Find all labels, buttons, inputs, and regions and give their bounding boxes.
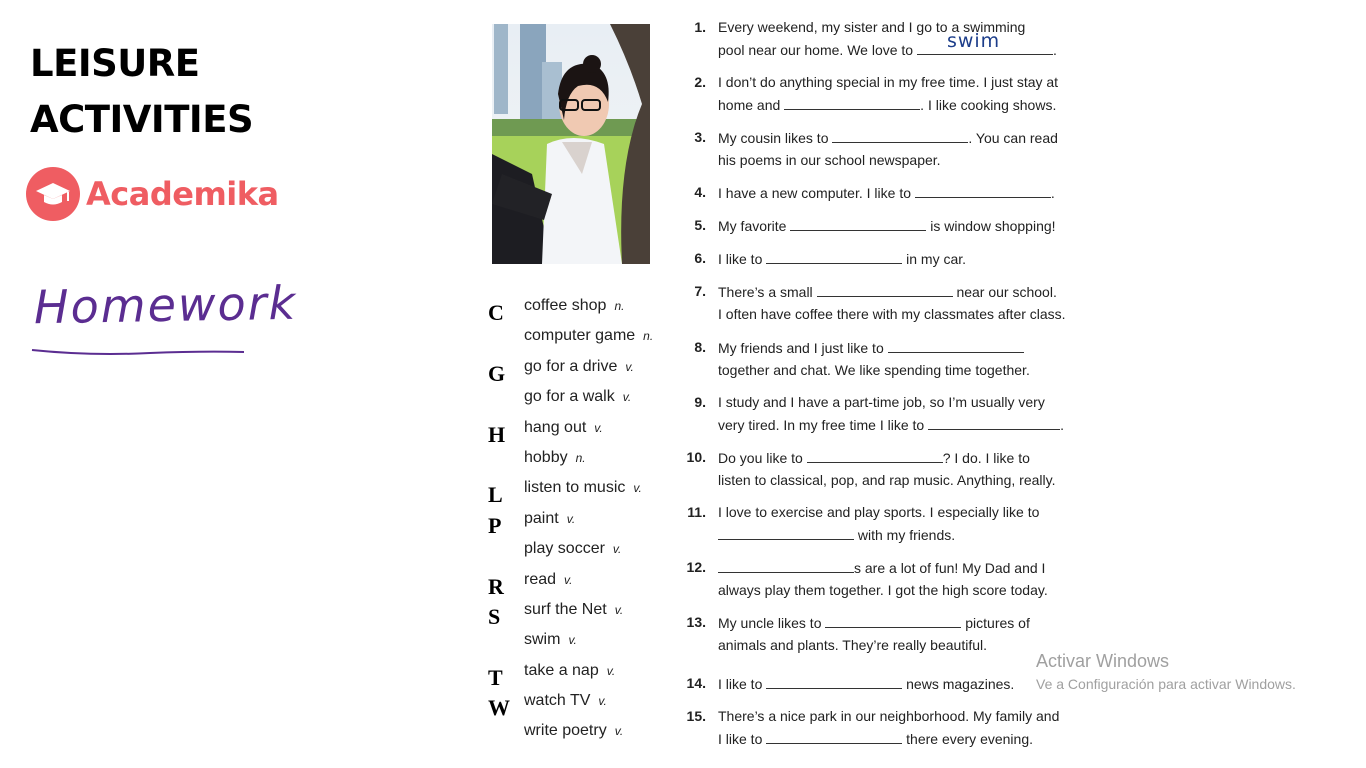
exercise-number: 3. [694,129,706,145]
part-of-speech: v. [606,663,616,678]
exercise-text: My cousin likes to [718,130,833,146]
word-bank-letter: W [488,695,510,721]
part-of-speech: n. [575,450,586,465]
word-bank-word: computer game [524,327,636,345]
word-bank-letter: L [488,482,503,508]
part-of-speech: v. [633,481,642,496]
answer-blank[interactable] [766,247,902,264]
part-of-speech: v. [594,420,603,435]
word-bank-item [485,479,675,509]
exercise-number: 15. [686,708,706,724]
exercise-number: 12. [686,559,706,575]
exercise-number: 4. [694,184,706,200]
exercise-text: I have a new computer. I like to [718,185,915,201]
title-line-1: LEISURE [30,42,200,85]
exercise-text: . [1060,417,1064,433]
exercise-text: I like to [718,731,767,747]
exercise-text: his poems in our school newspaper. [718,152,941,168]
word-bank-item [485,571,675,601]
answer-blank[interactable] [790,214,926,231]
answer-blank[interactable] [888,336,1024,353]
word-bank-item [485,631,675,661]
answer-blank[interactable] [718,523,854,540]
exercise-text: There’s a small [718,284,817,300]
word-bank-word: read [524,570,557,588]
word-bank-item [485,722,675,752]
answer-blank[interactable] [917,30,1053,55]
answer-blank[interactable] [817,280,953,297]
word-bank-item [485,662,675,692]
answer-blank[interactable] [766,672,902,689]
answer-blank[interactable] [766,727,902,744]
exercise-text: in my car. [902,251,967,267]
exercise-text: . [1050,185,1055,201]
exercise-text: My friends and I just like to [718,340,888,356]
word-bank-item [485,540,675,570]
exercise-number: 5. [694,217,706,233]
word-bank-item [485,419,675,449]
word-bank-letter: T [488,664,503,690]
page-title [30,36,253,148]
exercise-text: My uncle likes to [718,615,826,631]
exercise-text: I don’t do anything special in my free time. I just stay at [718,74,1059,90]
exercise-text: with my friends. [854,527,956,543]
part-of-speech: v. [614,602,624,617]
exercise-number: 1. [694,19,706,35]
exercise-text: Every weekend, my sister and I go to a swimming [718,19,1026,35]
word-bank-letter: S [488,603,501,629]
word-bank-word: play soccer [524,540,605,558]
handwritten-underline [30,340,250,360]
exercise-text: near our school. [952,284,1057,300]
exercise-text: There’s a nice park in our neighborhood. My family and [718,708,1060,724]
word-bank-item [485,297,675,327]
part-of-speech: v. [625,359,634,374]
exercise-number: 6. [694,250,706,266]
watermark-title: Activar Windows [1036,651,1170,671]
part-of-speech: v. [612,542,622,557]
word-bank-word: write poetry [524,722,607,740]
exercise-text: I often have coffee there with my classmates after class. [718,306,1066,322]
answer-blank[interactable] [928,413,1060,430]
part-of-speech: v. [622,390,632,405]
exercise-number: 11. [687,504,706,520]
exercise-text: I like to [718,676,767,692]
exercise-text: I love to exercise and play sports. I especially like to [718,504,1040,520]
word-bank-word: go for a drive [524,357,618,375]
word-bank-word: coffee shop [524,297,607,314]
answer-blank[interactable] [825,611,961,628]
word-bank-item [485,388,675,418]
word-bank-word: go for a walk [524,388,615,406]
exercise-text: pictures of [961,615,1030,631]
exercise-text: . [1052,42,1057,58]
word-bank-item [485,601,675,631]
answer-blank[interactable] [915,181,1051,198]
exercise-text: I study and I have a part-time job, so I’m usually very [718,394,1045,410]
word-bank-item [485,449,675,479]
exercise-text: animals and plants. They’re really beautiful. [718,637,988,653]
student-reading-photo [492,24,650,264]
part-of-speech: n. [643,329,654,344]
windows-activation-watermark [1036,651,1296,692]
exercise-number: 2. [694,74,706,90]
exercise-number: 13. [686,614,706,630]
word-bank-letter: R [488,573,504,599]
answer-blank[interactable] [784,93,920,110]
exercise-text: is window shopping! [926,218,1056,234]
word-bank-item [485,327,675,357]
word-bank-letter: H [488,421,506,447]
word-bank-letter: G [488,360,506,386]
part-of-speech: v. [566,511,576,526]
brand-logo [26,167,279,221]
word-bank-letter: C [488,300,504,325]
exercise-text: Do you like to [718,450,807,466]
exercise-text: listen to classical, pop, and rap music. Anything, really. [718,472,1056,488]
word-bank-item [485,692,675,722]
word-bank-word: listen to music [524,479,626,497]
word-bank-word: surf the Net [524,600,607,618]
word-bank-word: swim [524,631,561,649]
exercise-text: home and [718,97,785,113]
exercise-text: there every evening. [902,731,1033,747]
exercise-number: 10. [686,449,706,465]
exercise-number: 7. [694,283,706,299]
part-of-speech: v. [564,572,573,587]
exercise-text: . You can read [968,130,1058,146]
word-bank-word: hobby [524,448,568,466]
exercise-text: s are a lot of fun! My Dad and I [854,560,1046,576]
watermark-subtitle: Ve a Configuración para activar Windows. [1036,676,1296,692]
word-bank-item [485,510,675,540]
word-bank-word: take a nap [524,661,599,679]
exercise-text: I like to [718,251,767,267]
exercise-text: news magazines. [902,676,1015,692]
word-bank-word: paint [524,509,559,527]
exercise-number: 8. [694,339,706,355]
word-bank-letter: P [488,512,502,538]
part-of-speech: v. [614,724,624,739]
word-bank-word: watch TV [524,692,591,710]
part-of-speech: n. [614,299,625,313]
exercise-text: ? I do. I like to [942,450,1030,466]
exercise-number: 9. [694,394,706,410]
exercise-text: . I like cooking shows. [920,97,1057,113]
exercise-text: together and chat. We like spending time together. [718,362,1030,378]
exercise-text: pool near our home. We love to [718,42,917,58]
part-of-speech: v. [568,633,577,648]
exercise-number: 14. [686,675,706,691]
exercise-text: My favorite [718,218,791,234]
brand-name: Academika [86,175,279,213]
title-line-2: ACTIVITIES [30,98,254,141]
exercise-text: very tired. In my free time I like to [718,417,929,433]
part-of-speech: v. [598,694,607,709]
handwritten-answer: swim [946,30,1001,52]
exercise-text: always play them together. I got the high score today. [718,582,1048,598]
handwritten-label: Homework [33,275,298,335]
answer-blank[interactable] [718,556,854,573]
word-bank-word: hang out [524,418,587,436]
answer-blank[interactable] [807,446,943,463]
graduation-cap-icon [26,167,80,221]
answer-blank[interactable] [832,126,968,143]
word-bank [485,297,675,753]
word-bank-item [485,358,675,388]
